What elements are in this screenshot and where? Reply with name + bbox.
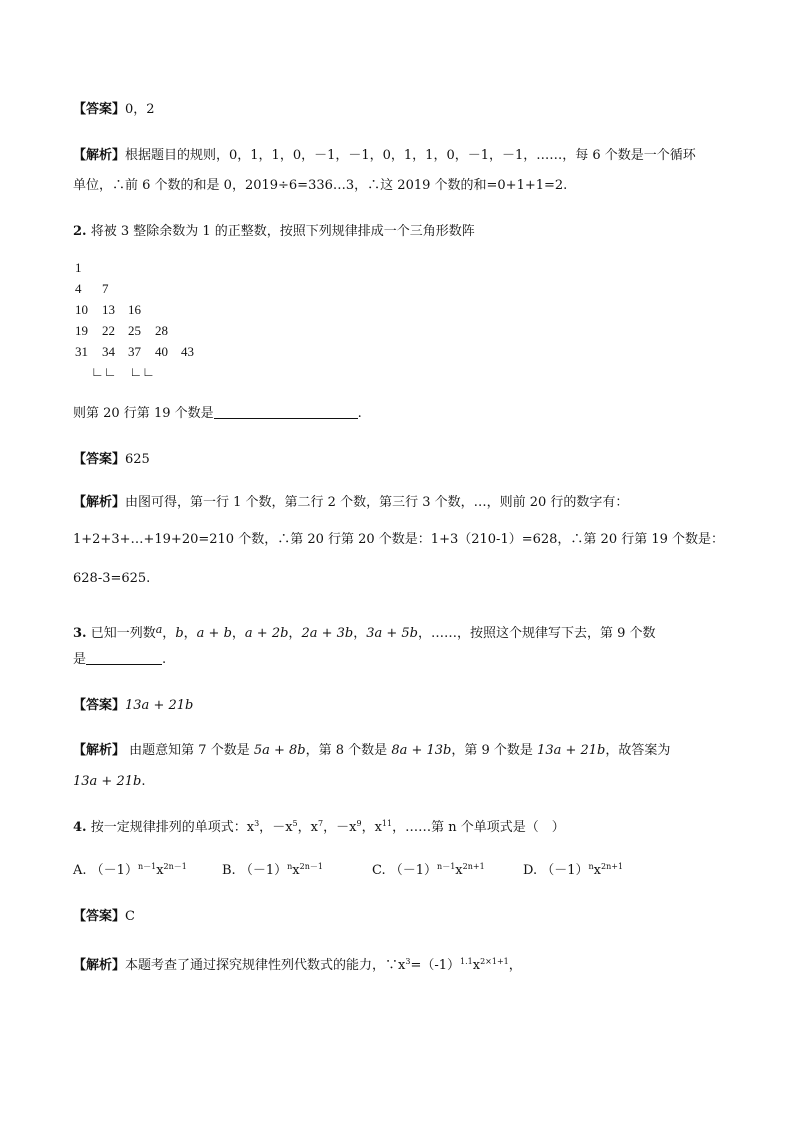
option-d[interactable]: D. $(-1)^nx^{2n+1}$ (523, 862, 624, 878)
seq-term: 3a + 5b (366, 626, 419, 641)
answer-blank (214, 405, 358, 419)
array-cell: 31 (75, 344, 88, 359)
array-cell: 43 (181, 344, 194, 359)
term: $-x^5$ (272, 819, 298, 835)
array-cell: 22 (102, 323, 115, 338)
analysis-end: . (141, 774, 146, 789)
expr-9: 13a + 21b (537, 743, 606, 758)
term: $-x^9$ (336, 819, 362, 835)
question-tail: ，……第 n 个单项式是（ ） (392, 820, 565, 835)
question-number: 2. (73, 224, 87, 239)
analysis-tag: 【解析】 (73, 958, 126, 973)
question-text: 是 (73, 652, 87, 667)
answer-tag: 【答案】 (73, 102, 126, 117)
analysis-text: ，第 8 个数是 (305, 743, 388, 758)
question-number: 3. (73, 626, 87, 641)
analysis-1-line-1 (73, 147, 696, 165)
seq-term: a + 2b (244, 626, 289, 641)
option-b[interactable]: B. $(-1)^nx^{2n-1}$ (222, 862, 323, 878)
expr-7: 5a + 8b (253, 743, 306, 758)
seq-term: b (175, 626, 184, 641)
analysis-tag: 【解析】 (73, 495, 126, 510)
seq-term: a + b (196, 626, 232, 641)
array-cell: 10 (75, 302, 88, 317)
term: $x^3$ (246, 819, 260, 835)
analysis-text: 本题考查了通过探究规律性列代数式的能力，∵x (125, 958, 406, 973)
answer-2 (73, 451, 150, 469)
array-cell: 34 (102, 344, 115, 359)
analysis-text: 由图可得，第一行 1 个数，第二行 2 个数，第三行 3 个数，…，则前 20 行的数字有： (125, 495, 629, 510)
question-text: 按一定规律排列的单项式： (90, 820, 247, 835)
term: $x^{11}$ (374, 819, 393, 835)
question-text-tail: ，……，按照这个规律写下去，第 9 个数 (418, 626, 656, 641)
array-cell: 40 (155, 344, 168, 359)
term: $x^7$ (310, 819, 324, 835)
answer-tag: 【答案】 (73, 452, 126, 467)
option-c[interactable]: C. $(-1)^{n-1}x^{2n+1}$ (372, 862, 485, 878)
question-4: 4. 按一定规律排列的单项式：$x^3$，$-x^5$，$x^7$，$-x^9$，$x^{11}$，……第 n 个单项式是（ ） (73, 819, 565, 835)
answer-3 (73, 697, 193, 715)
analysis-text: ，第 9 个数是 (451, 743, 533, 758)
expr-8: 8a + 13b (391, 743, 452, 758)
analysis-4: 【解析】本题考查了通过探究规律性列代数式的能力，$\because x^3=(-1)^{1.1}x^{2\times 1+1}$， (73, 957, 522, 973)
answer-value: C (125, 909, 135, 924)
analysis-3-line-2 (73, 773, 145, 791)
analysis-text: 由题意知第 7 个数是 (129, 743, 250, 758)
question-2 (73, 223, 475, 241)
answer-value: 0，2 (125, 102, 155, 117)
continuation-marks: ∟∟ ∟∟ (91, 364, 155, 379)
analysis-2-line-1 (73, 494, 628, 512)
answer-1 (73, 101, 155, 119)
ask-text: 则第 20 行第 19 个数是 (73, 406, 214, 421)
question-text: 将被 3 整除余数为 1 的正整数，按照下列规律排成一个三角形数阵 (90, 224, 475, 239)
analysis-text: ，故答案为 (605, 743, 671, 758)
array-cell: 16 (128, 302, 141, 317)
array-cell: 7 (102, 281, 109, 296)
analysis-1-line-2: 单位，∴前 6 个数的和是 0，2019÷6=336…3，∴这 2019 个数的和=0+1+1=2. (73, 178, 568, 193)
array-cell: 1 (75, 260, 82, 275)
answer-value: 625 (125, 452, 150, 467)
answer-tag: 【答案】 (73, 909, 126, 924)
analysis-3-line-1 (73, 742, 670, 760)
answer-value: 13a + 21b (125, 698, 194, 713)
array-cell: 19 (75, 323, 88, 338)
analysis-text: 根据题目的规则，0，1，1，0，－1，－1，0，1，1，0，－1，－1，……，每 6 个数是一个循环 (125, 148, 696, 163)
ask-end: . (357, 406, 362, 421)
array-cell: 13 (102, 302, 115, 317)
question-end: . (162, 652, 167, 667)
array-cell: 4 (75, 281, 82, 296)
option-a[interactable]: A. $(-1)^{n-1}x^{2n-1}$ (73, 862, 187, 878)
array-cell: 28 (155, 323, 168, 338)
question-2-ask (73, 405, 362, 423)
answer-tag: 【答案】 (73, 698, 126, 713)
seq-term: 2a + 3b (301, 626, 354, 641)
answer-blank (86, 651, 162, 665)
analysis-tag: 【解析】 (73, 743, 126, 758)
analysis-2-line-3: 628-3=625. (73, 571, 151, 586)
final-expr: 13a + 21b (73, 774, 142, 789)
question-3-line-2 (73, 651, 166, 669)
analysis-tag: 【解析】 (73, 148, 126, 163)
array-cell: 37 (128, 344, 141, 359)
question-number: 4. (73, 820, 87, 835)
seq-term: a (155, 623, 163, 636)
question-3-line-1: 3. 已知一列数$^a$，b，a + b，a + 2b，2a + 3b，3a + 5b，……，按照这个规律写下去，第 9 个数 (73, 623, 656, 641)
answer-4 (73, 908, 135, 926)
array-cell: 25 (128, 323, 141, 338)
analysis-2-line-2: 1+2+3+…+19+20=210 个数，∴第 20 行第 20 个数是：1+3（210-1）=628，∴第 20 行第 19 个数是： (73, 532, 725, 547)
question-text: 已知一列数 (90, 626, 156, 641)
